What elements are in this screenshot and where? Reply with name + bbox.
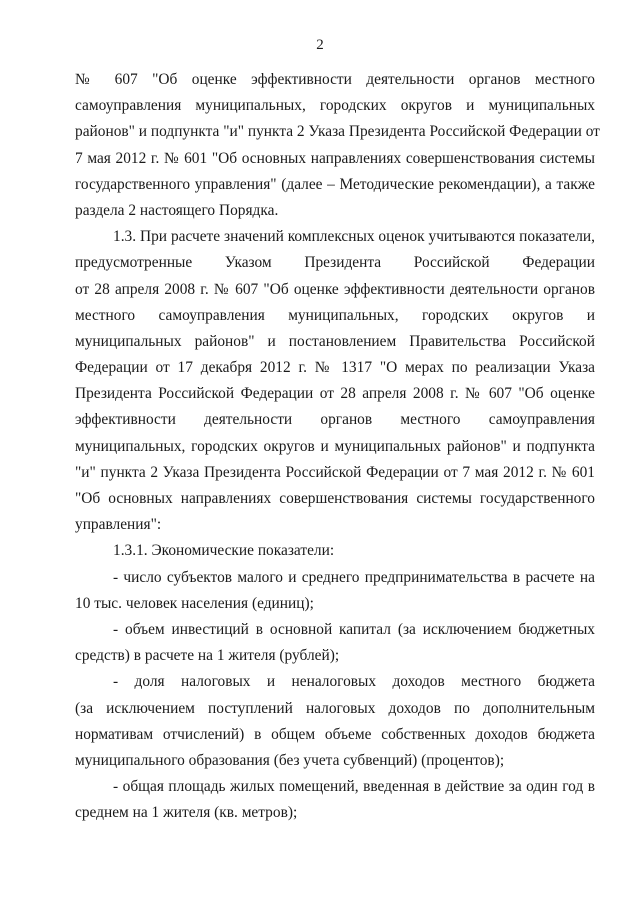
- text-line: от 28 апреля 2008 г. № 607 "Об оценке эффективности деятельности органов: [75, 280, 595, 298]
- text-line: эффективности деятельности органов местного самоуправления: [75, 411, 595, 429]
- text-line: раздела 2 настоящего Порядка.: [75, 201, 279, 219]
- paragraph-p5: [75, 617, 595, 669]
- text-line: среднем на 1 жителя (кв. метров);: [75, 804, 298, 822]
- text-line: 1.3.1. Экономические показатели:: [113, 542, 335, 560]
- text-line: (за исключением поступлений налоговых доходов по дополнительным: [75, 699, 595, 717]
- paragraph-p6: [75, 669, 595, 774]
- text-line: - число субъектов малого и среднего предпринимательства в расчете на: [113, 568, 595, 586]
- text-line: муниципального образования (без учета субвенций) (процентов);: [75, 751, 505, 769]
- text-line: средств) в расчете на 1 жителя (рублей);: [75, 647, 340, 665]
- document-body: [75, 67, 600, 826]
- text-line: государственного управления" (далее – Методические рекомендации), а также: [75, 175, 595, 193]
- text-line: самоуправления муниципальных, городских округов и муниципальных: [75, 97, 595, 115]
- text-line: 1.3. При расчете значений комплексных оценок учитываются показатели,: [113, 228, 595, 246]
- text-line: нормативам отчислений) в общем объеме собственных доходов бюджета: [75, 725, 595, 743]
- text-line: "Об основных направлениях совершенствования системы государственного: [75, 490, 595, 507]
- text-line: 7 мая 2012 г. № 601 "Об основных направлениях совершенствования системы: [75, 149, 595, 167]
- text-line: муниципальных, городских округов и муниципальных районов" и подпункта: [75, 437, 595, 455]
- text-line: управления":: [75, 516, 162, 534]
- paragraph-p3: [75, 538, 595, 564]
- paragraph-p7: [75, 774, 595, 826]
- text-line: Федерации от 17 декабря 2012 г. № 1317 "О мерах по реализации Указа: [75, 359, 595, 377]
- text-line: 10 тыс. человек населения (единиц);: [75, 594, 314, 612]
- text-line: - доля налоговых и неналоговых доходов местного бюджета: [113, 673, 595, 691]
- paragraph-p2: [75, 224, 595, 538]
- text-line: предусмотренные Указом Президента Российской Федерации: [75, 254, 595, 272]
- text-line: местного самоуправления муниципальных, городских округов и: [75, 306, 595, 324]
- text-line: Президента Российской Федерации от 28 апреля 2008 г. № 607 "Об оценке: [75, 385, 595, 403]
- text-line: "и" пункта 2 Указа Президента Российской Федерации от 7 мая 2012 г. № 601: [75, 463, 595, 481]
- text-line: - объем инвестиций в основной капитал (за исключением бюджетных: [113, 620, 595, 638]
- page-number: 2: [316, 37, 324, 53]
- text-line: районов" и подпункта "и" пункта 2 Указа Президента Российской Федерации от: [75, 123, 600, 141]
- text-line: - общая площадь жилых помещений, введенная в действие за один год в: [113, 778, 595, 796]
- paragraph-p1: [75, 67, 600, 224]
- text-line: муниципальных районов" и постановлением Правительства Российской: [75, 332, 595, 350]
- paragraph-p4: [75, 565, 595, 617]
- text-line: № 607 "Об оценке эффективности деятельности органов местного: [75, 71, 595, 88]
